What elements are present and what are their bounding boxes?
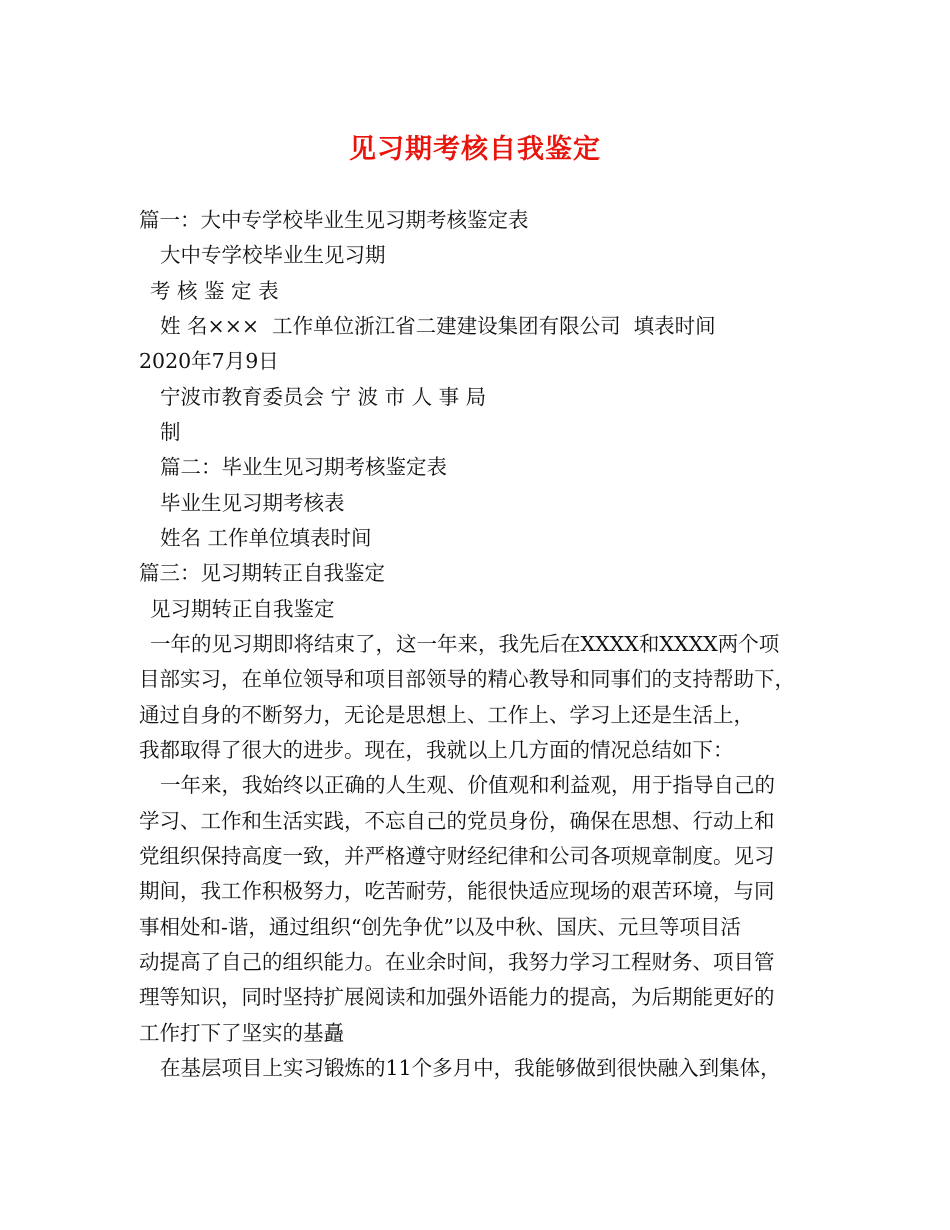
- text-line: 2020年7月9日: [139, 349, 279, 373]
- paragraph-line: 工作打下了坚实的基矗: [139, 1021, 344, 1045]
- paragraph-line: 理等知识，同时坚持扩展阅读和加强外语能力的提高，为后期能更好的: [139, 985, 775, 1009]
- text-line: 大中专学校毕业生见习期: [160, 243, 386, 267]
- text-line: 毕业生见习期考核表: [160, 491, 345, 515]
- paragraph-line: 一年的见习期即将结束了，这一年来，我先后在XXXX和XXXX两个项: [150, 632, 780, 656]
- text-line: 宁波市教育委员会 宁 波 市 人 事 局: [160, 385, 487, 409]
- paragraph-line: 动提高了自己的组织能力。在业余时间，我努力学习工程财务、项目管: [139, 950, 775, 974]
- text-line: 篇一：大中专学校毕业生见习期考核鉴定表: [139, 208, 529, 232]
- text-line: 考 核 鉴 定 表: [150, 279, 279, 303]
- text-line: 制: [160, 420, 181, 444]
- paragraph-line: 目部实习，在单位领导和项目部领导的精心教导和同事们的支持帮助下，: [139, 667, 795, 691]
- text-line: 见习期转正自我鉴定: [150, 597, 335, 621]
- paragraph-line: 一年来，我始终以正确的人生观、价值观和利益观，用于指导自己的: [160, 773, 775, 797]
- paragraph-line: 学习、工作和生活实践，不忘自己的党员身份，确保在思想、行动上和: [139, 809, 775, 833]
- section-heading: 篇二：毕业生见习期考核鉴定表: [160, 455, 447, 479]
- paragraph-line: 在基层项目上实习锻炼的11个多月中，我能够做到很快融入到集体，: [160, 1056, 781, 1080]
- page-title: 见习期考核自我鉴定: [349, 134, 601, 165]
- paragraph-line: 通过自身的不断努力，无论是思想上、工作上、学习上还是生活上，: [139, 703, 754, 727]
- paragraph-line: 我都取得了很大的进步。现在，我就以上几方面的情况总结如下：: [139, 738, 734, 762]
- section-heading: 篇三：见习期转正自我鉴定: [139, 561, 385, 585]
- text-line: 姓 名××× 工作单位浙江省二建建设集团有限公司 填表时间: [160, 314, 716, 338]
- paragraph-line: 事相处和-谐，通过组织“创先争优”以及中秋、国庆、元旦等项目活: [139, 915, 741, 939]
- text-line: 姓名 工作单位填表时间: [160, 526, 372, 550]
- paragraph-line: 期间，我工作积极努力，吃苦耐劳，能很快适应现场的艰苦环境，与同: [139, 879, 775, 903]
- paragraph-line: 党组织保持高度一致，并严格遵守财经纪律和公司各项规章制度。见习: [139, 844, 775, 868]
